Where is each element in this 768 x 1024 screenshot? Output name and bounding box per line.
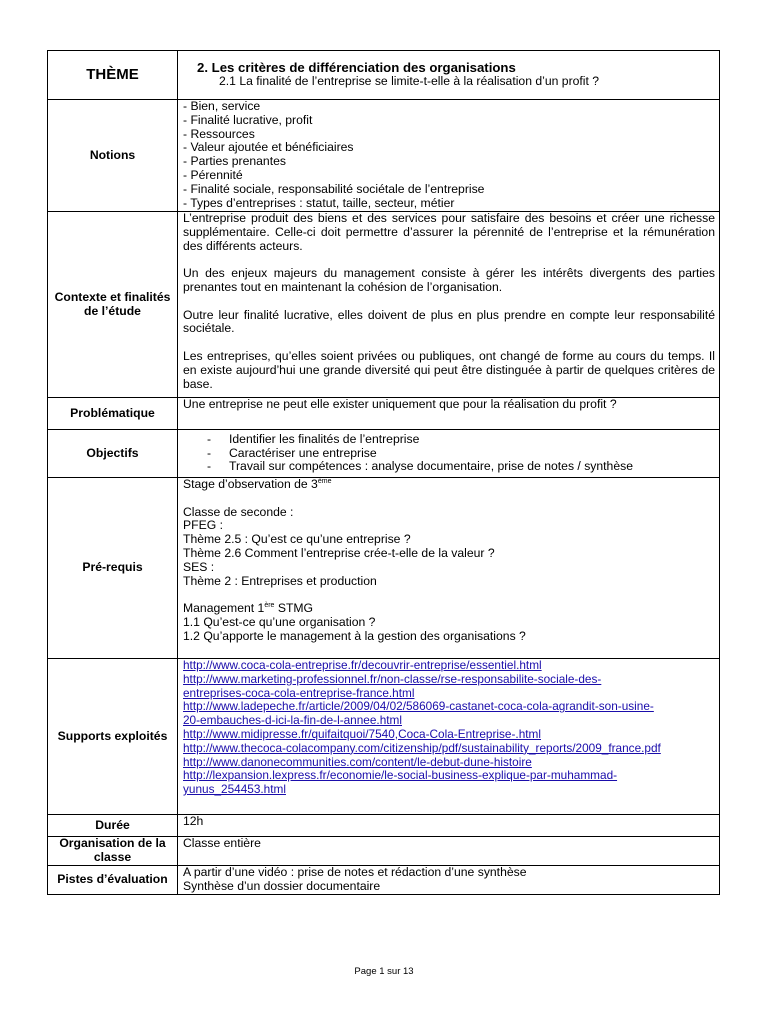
notion-item: - Pérennité (183, 167, 243, 182)
prerequis-line: Thème 2 : Entreprises et production (183, 573, 377, 588)
row-pistes (48, 866, 720, 895)
support-link[interactable]: yunus_254453.html (183, 782, 286, 797)
notions-label: Notions (48, 100, 178, 212)
notion-item: - Finalité lucrative, profit (183, 112, 313, 127)
prerequis-line: 1.1 Qu’est-ce qu’une organisation ? (183, 614, 376, 629)
theme-content (178, 51, 720, 100)
prerequis-management (183, 602, 715, 616)
notion-item: - Finalité sociale, responsabilité sociétale de l’entreprise (183, 181, 485, 196)
organisation-value: Classe entière (178, 837, 720, 866)
theme-title: 2. Les critères de différenciation des organisations (197, 60, 516, 76)
prerequis-label: Pré-requis (48, 478, 178, 659)
objectifs-list (183, 433, 715, 474)
row-problematique (48, 398, 720, 430)
row-organisation (48, 837, 720, 866)
prerequis-stage (183, 478, 715, 492)
theme-subtitle: 2.1 La finalité de l’entreprise se limite-t-elle à la réalisation d’un profit ? (219, 74, 600, 88)
support-link[interactable]: http://www.thecoca-colacompany.com/citizenship/pdf/sustainability_reports/2009_france.pdf (183, 740, 661, 755)
stage-sup: ème (317, 478, 332, 485)
row-prerequis (48, 478, 720, 659)
stage-text: Stage d’observation de 3 (183, 477, 318, 491)
theme-label: THÈME (48, 51, 178, 100)
prerequis-line: SES : (183, 559, 215, 574)
pistes-content (178, 866, 720, 895)
contexte-paragraph: Outre leur finalité lucrative, elles doivent de plus en plus prendre en compte leur responsabilité sociétale. (183, 307, 715, 336)
objectifs-label: Objectifs (48, 430, 178, 478)
objectifs-content (178, 430, 720, 478)
objectif-item: - Caractériser une entreprise (183, 447, 715, 461)
piste-item: Synthèse d’un dossier documentaire (183, 878, 381, 893)
page-number: Page 1 sur 13 (354, 966, 414, 977)
notion-item: - Bien, service (183, 99, 261, 113)
contexte-paragraph: Les entreprises, qu’elles soient privées ou publiques, ont changé de forme au cours du temps. Il en existe aujourd’hui une grande diversité qui peut être distinguée à partir de quelques critères de base. (183, 348, 715, 391)
notions-content (178, 100, 720, 212)
support-link[interactable]: http://www.ladepeche.fr/article/2009/04/02/586069-castanet-coca-cola-agrandit-son-usine- (183, 699, 654, 714)
organisation-label: Organisation de la classe (48, 837, 178, 866)
problematique-text: Une entreprise ne peut elle exister uniquement que pour la réalisation du profit ? (178, 398, 720, 430)
prerequis-line: Thème 2.6 Comment l’entreprise crée-t-elle de la valeur ? (183, 545, 495, 560)
supports-content (178, 659, 720, 815)
row-duree (48, 815, 720, 837)
support-link[interactable]: http://www.danonecommunities.com/content/le-debut-dune-histoire (183, 754, 532, 769)
mgmt-text: Management 1 (183, 601, 265, 616)
support-link[interactable]: entreprises-coca-cola-entreprise-france.html (183, 685, 415, 700)
contexte-paragraph: Un des enjeux majeurs du management consiste à gérer les intérêts divergents des parties prenantes tout en maintenant la cohésion de l’organisation. (183, 266, 715, 294)
objectif-item: - Travail sur compétences : analyse documentaire, prise de notes / synthèse (183, 460, 715, 474)
prerequis-content (178, 478, 720, 659)
row-objectifs (48, 430, 720, 478)
mgmt-rest: STMG (274, 601, 314, 616)
notion-item: - Types d’entreprises : statut, taille, secteur, métier (183, 195, 455, 210)
row-theme (48, 51, 720, 100)
notion-item: - Ressources (183, 126, 255, 141)
row-notions (48, 100, 720, 212)
prerequis-line: 1.2 Qu’apporte le management à la gestion des organisations ? (183, 628, 526, 643)
piste-item: A partir d’une vidéo : prise de notes et rédaction d’une synthèse (183, 865, 527, 879)
support-link[interactable]: 20-embauches-d-ici-la-fin-de-l-annee.html (183, 713, 402, 728)
mgmt-sup: ère (264, 602, 275, 610)
support-link[interactable]: http://lexpansion.lexpress.fr/economie/le-social-business-explique-par-muhammad- (183, 768, 618, 783)
objectif-item: - Identifier les finalités de l’entreprise (183, 433, 715, 447)
contexte-label: Contexte et finalités de l’étude (48, 212, 178, 398)
prerequis-line: Classe de seconde : (183, 504, 294, 519)
problematique-label: Problématique (48, 398, 178, 430)
contexte-content (178, 212, 720, 398)
contexte-paragraph: L’entreprise produit des biens et des services pour satisfaire des besoins et créer une richesse supplémentaire. Celle-ci doit permettre d’assurer la pérennité de l’entreprise et la rémunération des différents acteurs. (183, 211, 715, 253)
support-link[interactable]: http://www.coca-cola-entreprise.fr/decouvrir-entreprise/essentiel.html (183, 658, 542, 672)
pistes-label: Pistes d’évaluation (48, 866, 178, 895)
row-contexte (48, 212, 720, 398)
supports-label: Supports exploités (48, 659, 178, 815)
notion-item: - Parties prenantes (183, 154, 286, 169)
notion-item: - Valeur ajoutée et bénéficiaires (183, 140, 354, 155)
row-supports (48, 659, 720, 815)
duree-value: 12h (178, 815, 720, 837)
lesson-plan-table (47, 50, 720, 895)
duree-label: Durée (48, 815, 178, 837)
lesson-plan-sheet (47, 50, 720, 895)
prerequis-line: Thème 2.5 : Qu’est ce qu’une entreprise ? (183, 532, 411, 547)
support-link[interactable]: http://www.midipresse.fr/quifaitquoi/7540,Coca-Cola-Entreprise-.html (183, 726, 541, 741)
prerequis-line: PFEG : (183, 518, 223, 533)
support-link[interactable]: http://www.marketing-professionnel.fr/non-classe/rse-responsabilite-sociale-des- (183, 671, 602, 686)
